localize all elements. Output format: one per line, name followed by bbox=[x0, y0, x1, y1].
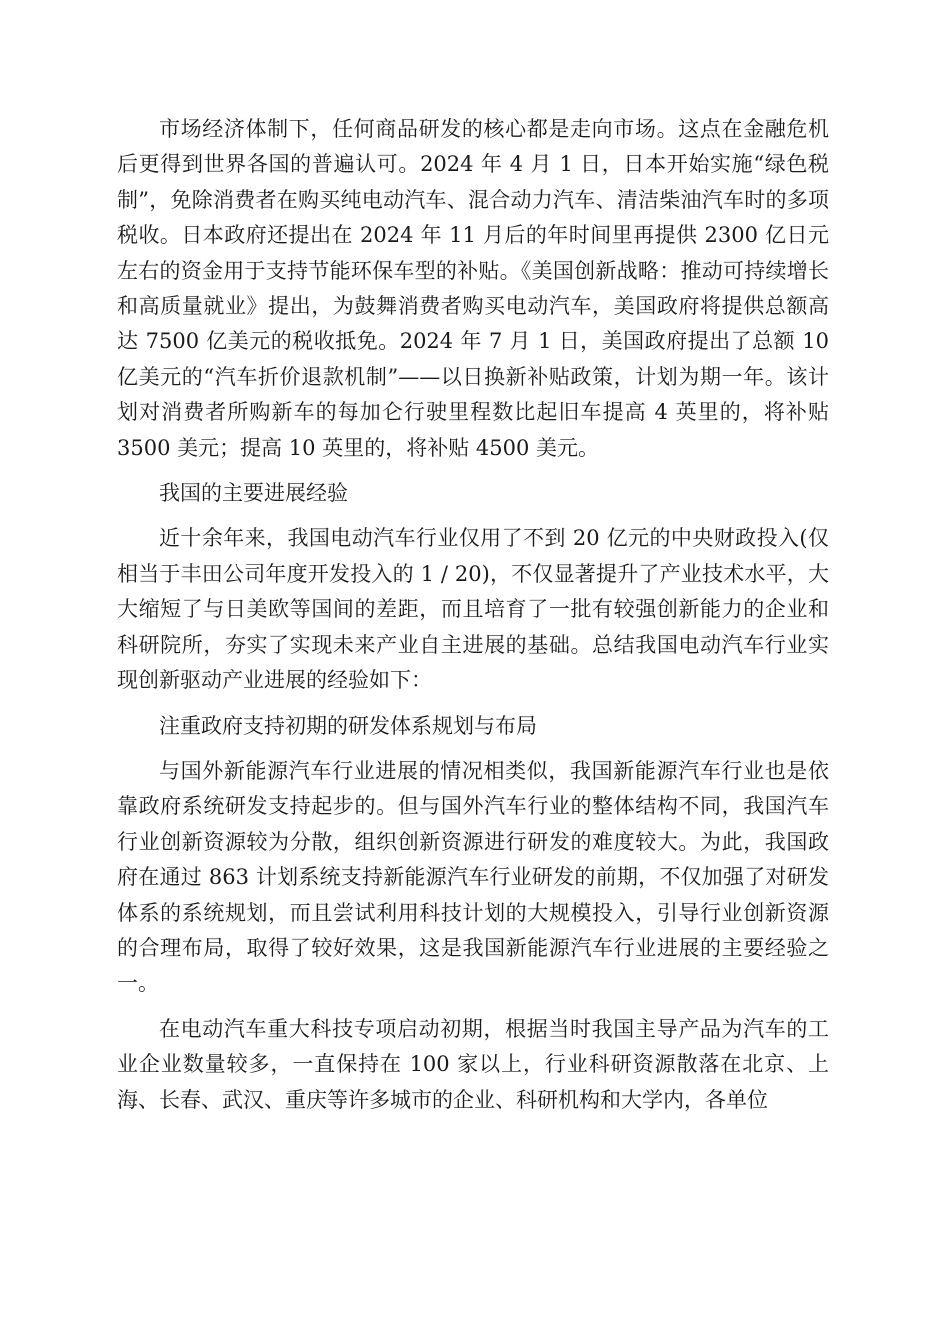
paragraph-market-economy: 市场经济体制下，任何商品研发的核心都是走向市场。这点在金融危机后更得到世界各国的普遍认可。2024 年 4 月 1 日，日本开始实施“绿色税制”，免除消费者在购买纯电动汽车、混合动力汽车、清洁柴油汽车时的多项税收。日本政府还提出在 2024 年 11 月后的年时间里再提供 2300 亿日元左右的资金用于支持节能环保车型的补贴。《美国创新战略：推动可持续增长和高质量就业》提出，为鼓舞消费者购买电动汽车，美国政府将提供总额高达 7500 亿美元的税收抵免。2024 年 7 月 1 日，美国政府提出了总额 10 亿美元的“汽车折价退款机制”——以日换新补贴政策，计划为期一年。该计划对消费者所购新车的每加仑行驶里程数比起旧车提高 4 英里的，将补贴 3500 美元；提高 10 英里的，将补贴 4500 美元。 bbox=[117, 117, 829, 460]
paragraph-decade-progress: 近十余年来，我国电动汽车行业仅用了不到 20 亿元的中央财政投入(仅相当于丰田公司年度开发投入的 1 / 20)，不仅显著提升了产业技术水平，大大缩短了与日美欧等国间的差距，而且培育了一批有较强创新能力的企业和科研院所，夯实了实现未来产业自主进展的基础。总结我国电动汽车行业实现创新驱动产业进展的经验如下： bbox=[117, 526, 829, 693]
heading-rd-system-planning: 注重政府支持初期的研发体系规划与布局 bbox=[159, 713, 537, 738]
document-page bbox=[117, 112, 829, 1118]
paragraph-government-support: 与国外新能源汽车行业进展的情况相类似，我国新能源汽车行业也是依靠政府系统研发支持起步的。但与国外汽车行业的整体结构不同，我国汽车行业创新资源较为分散，组织创新资源进行研发的难度较大。为此，我国政府在通过 863 计划系统支持新能源汽车行业研发的前期，不仅加强了对研发体系的系统规划，而且尝试利用科技计划的大规模投入，引导行业创新资源的合理布局，取得了较好效果，这是我国新能源汽车行业进展的主要经验之一。 bbox=[117, 758, 829, 996]
paragraph-special-project: 在电动汽车重大科技专项启动初期，根据当时我国主导产品为汽车的工业企业数量较多，一直保持在 100 家以上，行业科研资源散落在北京、上海、长春、武汉、重庆等许多城市的企业、科研机构和大学内，各单位 bbox=[117, 1016, 829, 1112]
heading-domestic-experience: 我国的主要进展经验 bbox=[159, 481, 348, 506]
